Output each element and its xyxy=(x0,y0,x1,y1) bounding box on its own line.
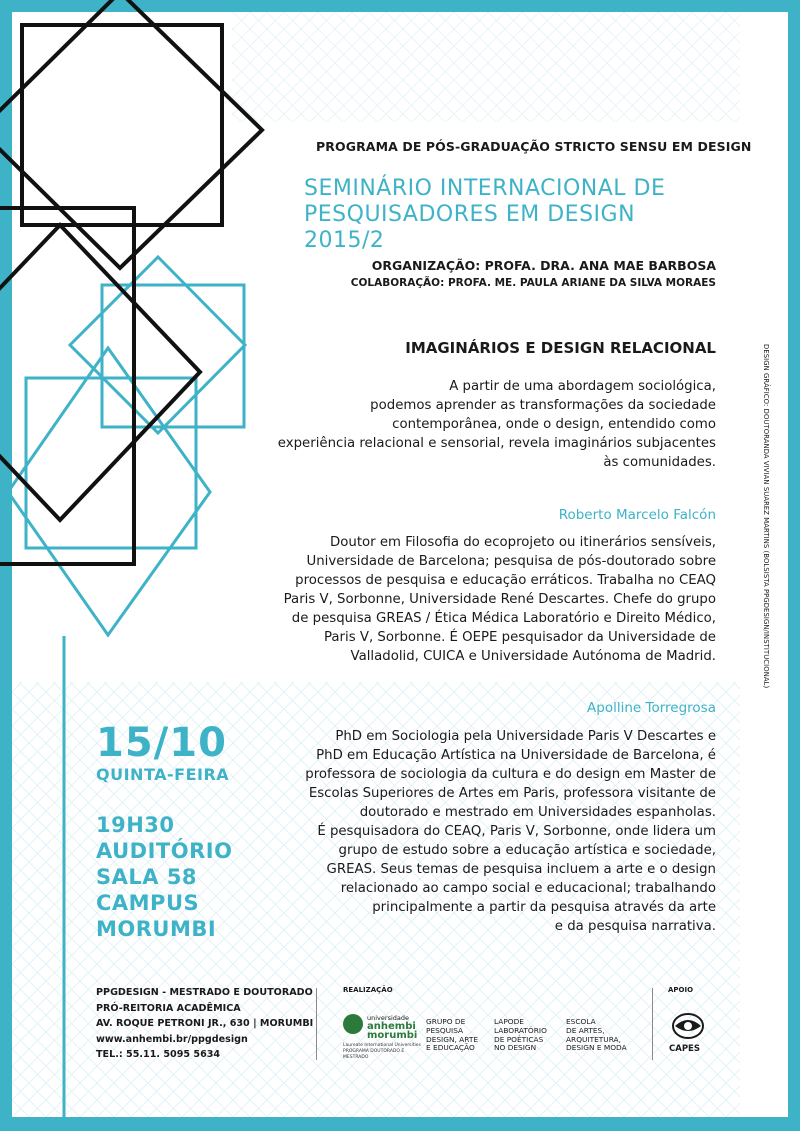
side-credit: DESIGN GRÁFICO: DOUTORANDA VIVIAN SUAREZ MARTINS (BOLSISTA PPGDESIGN/INSTITUCIONAL) xyxy=(762,344,770,689)
venue-line: CAMPUS xyxy=(96,891,200,915)
capes-logo-icon xyxy=(662,1008,714,1042)
partner-lab xyxy=(494,1018,547,1053)
event-title-line: PESQUISADORES EM DESIGN 2015/2 xyxy=(304,202,636,253)
partner-line: LAPODE xyxy=(494,1017,524,1026)
event-weekday: QUINTA-FEIRA xyxy=(96,765,230,784)
organization: ORGANIZAÇÃO: PROFA. DRA. ANA MAE BARBOSA xyxy=(371,258,716,273)
partner-line: NO DESIGN xyxy=(494,1043,537,1053)
speaker-bio: PhD em Sociologia pela Universidade Paris V Descartes e PhD em Educação Artística na Universidade de Barcelona, é professora de sociologia da cultura e do design em Master de Escolas Superiores de Artes em Paris, professora visitante de doutorado e mestrado em Universidades espanholas. É pesquisadora do CEAQ, Paris V, Sorbonne, onde lidera um grupo de estudo sobre a educação artística e sociedade, GREAS. Seus temas de pesquisa incluem a arte e o design relacionado ao campo social e educacional; trabalhando principalmente a partir da pesquisa através da arte e da pesquisa narrativa. xyxy=(305,729,716,934)
support-label: APOIO xyxy=(668,986,694,994)
footer-line: AV. ROQUE PETRONI JR., 630 | MORUMBI xyxy=(96,1018,314,1029)
logo-tagline xyxy=(343,1043,421,1061)
footer-link[interactable]: www.anhembi.br/ppgdesign xyxy=(96,1033,248,1045)
partner-school xyxy=(566,1018,627,1053)
partner-line: DE ARTES, xyxy=(566,1025,605,1035)
collaboration: COLABORAÇÃO: PROFA. ME. PAULA ARIANE DA SILVA MORAES xyxy=(350,277,716,289)
logo-tagline-text: Laureate International Universities xyxy=(343,1043,421,1048)
partner-group xyxy=(426,1018,478,1053)
partner-line: ARQUITETURA, xyxy=(566,1034,621,1044)
speaker-bio: Doutor em Filosofia do ecoprojeto ou itinerários sensíveis, Universidade de Barcelona; pesquisa de pós-doutorado sobre processos de pesquisa e educação erráticos. Trabalha no CEAQ Paris V, Sorbonne, Universidade René Descartes. Chefe do grupo de pesquisa GREAS / Ética Médica Laboratório e Direito Médico, Paris V, Sorbonne. É OEPE pesquisador da Universidade de Valladolid, CUICA e Universidade Autónoma de Madrid. xyxy=(283,535,716,664)
footer-line: PPGDESIGN - MESTRADO E DOUTORADO xyxy=(96,987,313,998)
partner-line: DESIGN E MODA xyxy=(566,1043,627,1053)
venue-line: AUDITÓRIO xyxy=(96,839,233,863)
event-date: 15/10 xyxy=(96,720,227,766)
footer-divider xyxy=(316,988,317,1060)
footer-divider xyxy=(652,988,653,1060)
logo-small-text: universidade xyxy=(367,1014,409,1022)
logo-bottom-text: PROGRAMA DOUTORADO E MESTRADO xyxy=(343,1049,405,1060)
venue-line: 19H30 xyxy=(96,813,175,837)
partner-line: DE POÉTICAS xyxy=(494,1034,544,1044)
subtitle: IMAGINÁRIOS E DESIGN RELACIONAL xyxy=(405,339,716,357)
logo-name-line: anhembi xyxy=(367,1021,416,1032)
partner-line: LABORATÓRIO xyxy=(494,1025,547,1035)
venue-line: MORUMBI xyxy=(96,917,217,941)
partner-line: DESIGN, ARTE xyxy=(426,1034,479,1044)
footer-line: PRÓ-REITORIA ACADÊMICA xyxy=(96,1002,241,1014)
logo-name-line: morumbi xyxy=(367,1030,418,1041)
program-name: PROGRAMA DE PÓS-GRADUAÇÃO STRICTO SENSU EM DESIGN xyxy=(316,139,752,154)
footer-line: TEL.: 55.11. 5095 5634 xyxy=(96,1049,221,1060)
partner-line: GRUPO DE xyxy=(426,1017,466,1026)
venue-line: SALA 58 xyxy=(96,865,198,889)
intro-paragraph: A partir de uma abordagem sociológica, podemos aprender as transformações da sociedade contemporânea, onde o design, entendido como experiência relacional e sensorial, revela imaginários subjacentes às comunidades. xyxy=(277,379,716,470)
partner-line: ESCOLA xyxy=(566,1017,596,1026)
footer-contact xyxy=(96,985,313,1063)
speaker-name: Roberto Marcelo Falcón xyxy=(558,507,716,523)
university-logo xyxy=(343,1014,421,1058)
partner-line: PESQUISA xyxy=(426,1025,464,1035)
globe-icon xyxy=(343,1014,363,1034)
realization-label: REALIZAÇÃO xyxy=(343,986,393,994)
event-title xyxy=(304,176,720,254)
speaker-name: Apolline Torregrosa xyxy=(587,700,716,716)
university-logo-text xyxy=(367,1014,417,1040)
event-title-line: SEMINÁRIO INTERNACIONAL DE xyxy=(304,176,666,201)
event-venue xyxy=(96,812,232,942)
partner-line: E EDUCAÇÃO xyxy=(426,1043,475,1053)
supporter-name: CAPES xyxy=(669,1044,700,1054)
